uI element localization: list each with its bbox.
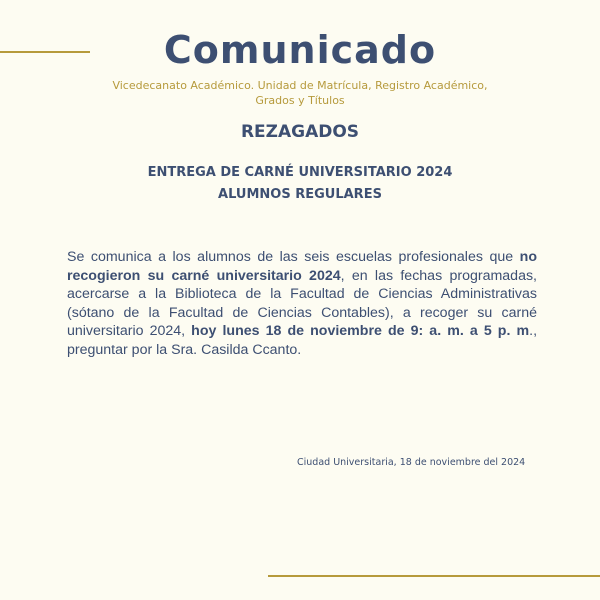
subheading-line-1: ENTREGA DE CARNÉ UNIVERSITARIO 2024 xyxy=(147,165,453,180)
body-text-part-1: Se comunica a los alumnos de las seis escuelas profesionales que xyxy=(67,249,520,265)
body-bold-schedule: hoy lunes 18 de noviembre de 9: a. m. a 5 p. m xyxy=(191,323,530,340)
notice-heading: REZAGADOS xyxy=(240,122,360,142)
body-text-part-3: ., preguntar por la Sra. Casilda Ccanto. xyxy=(67,323,538,358)
office-subtitle: Vicedecanato Académico. Unidad de Matrícula, Registro Académico, Grados y Títulos xyxy=(112,79,488,107)
subheading-line-2: ALUMNOS REGULARES xyxy=(218,187,382,202)
notice-subheading xyxy=(0,162,600,206)
notice-body xyxy=(67,248,537,360)
page-title: Comunicado xyxy=(163,28,437,72)
body-text-part-2: , en las fechas programadas, acercarse a la Biblioteca de la Facultad de Ciencias Administrativas (sótano de la Facultad de Ciencias Contables), a recoger su carné universitario 2024, xyxy=(67,267,537,340)
body-bold-not-collected: no recogieron su carné universitario 2024 xyxy=(67,249,537,284)
bottom-right-divider xyxy=(268,575,600,577)
date-line: Ciudad Universitaria, 18 de noviembre del 2024 xyxy=(297,457,526,468)
